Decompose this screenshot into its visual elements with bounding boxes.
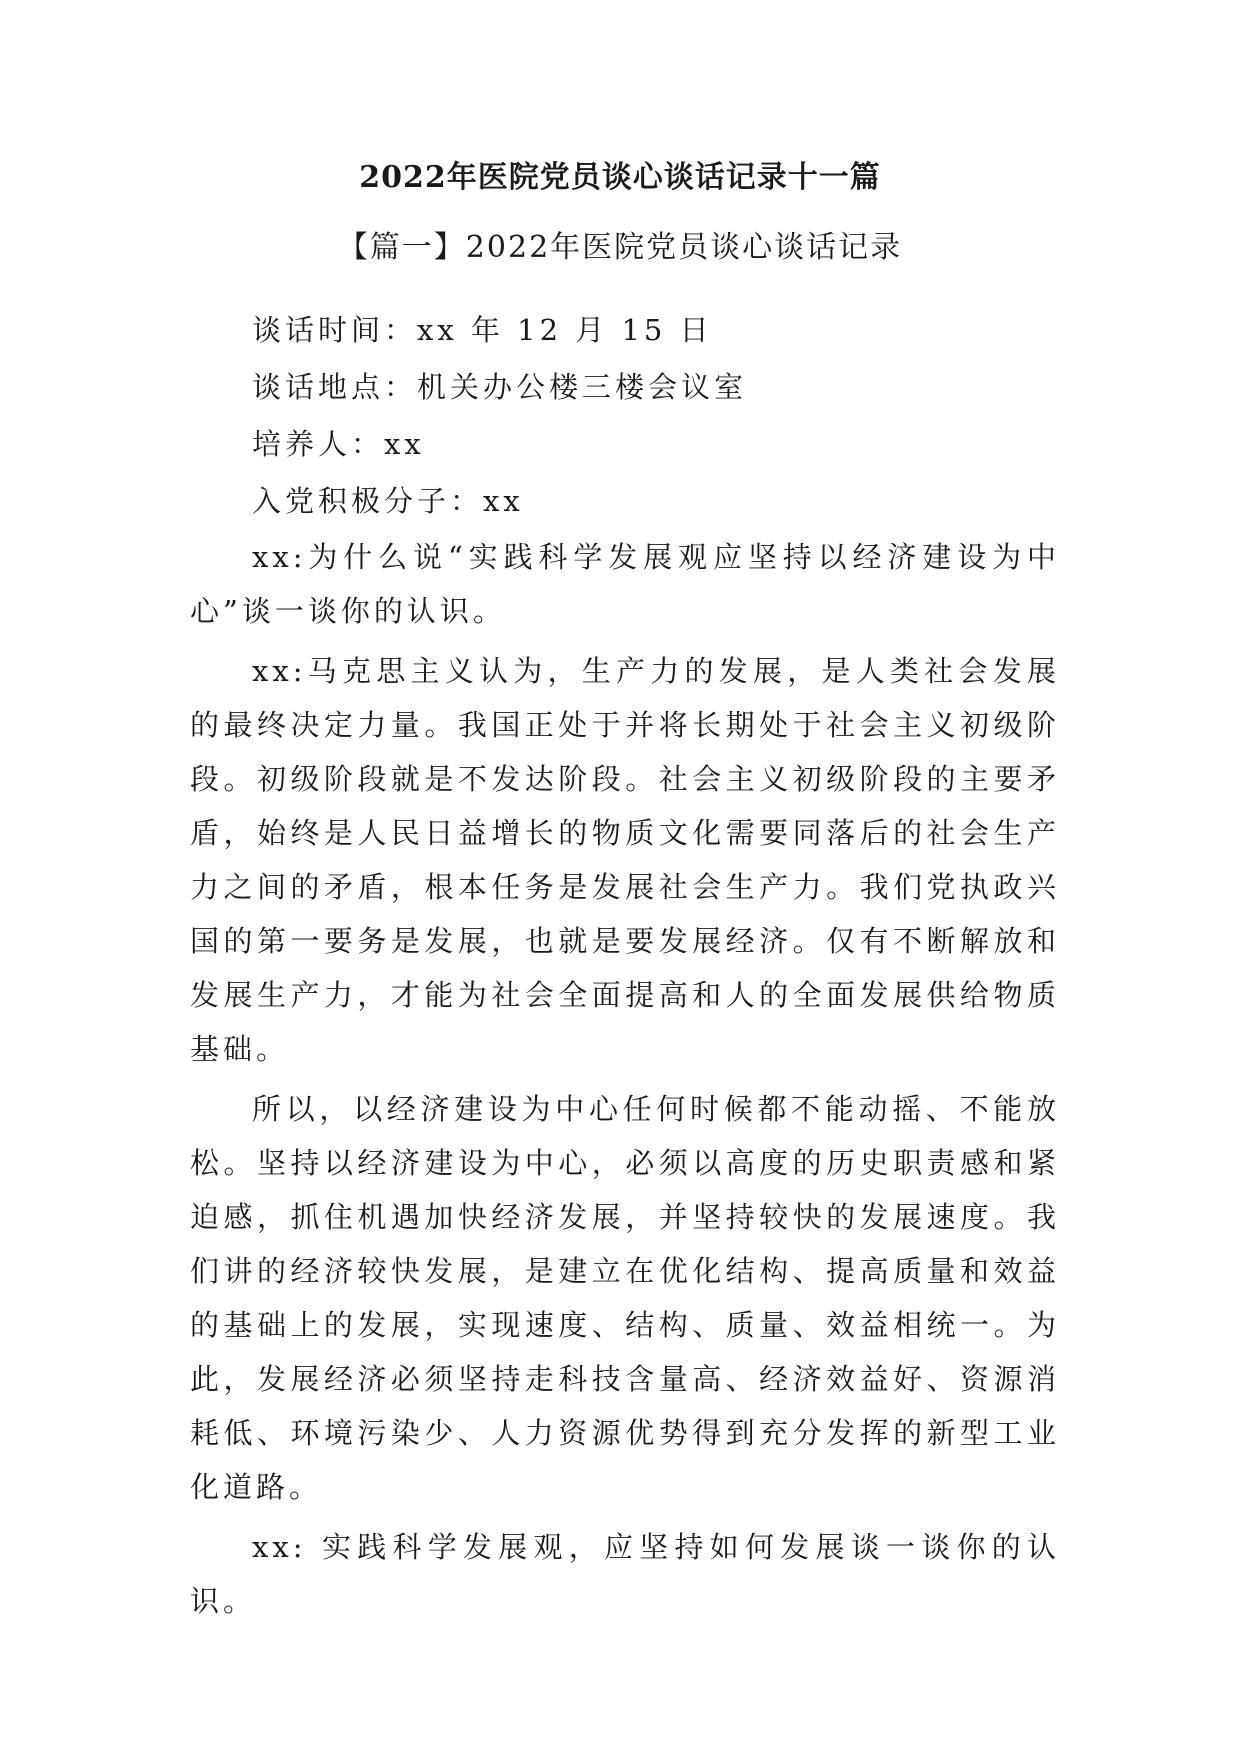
meta-time: 谈话时间：xx 年 12 月 15 日: [252, 313, 713, 347]
document-body: [190, 302, 1060, 1628]
meta-trainer: 培养人：xx: [252, 427, 425, 461]
paragraph-question-2: xx: 实践科学发展观，应坚持如何发展谈一谈你的认识。: [190, 1530, 1060, 1618]
paragraph-question-1: xx:为什么说“实践科学发展观应坚持以经济建设为中心”谈一谈你的认识。: [190, 540, 1060, 628]
section-title: 【篇一】2022年医院党员谈心谈话记录: [337, 230, 903, 265]
document-title: 2022年医院党员谈心谈话记录十一篇: [359, 160, 881, 195]
paragraph-answer-1: xx:马克思主义认为，生产力的发展，是人类社会发展的最终决定力量。我国正处于并将长期处于社会主义初级阶段。初级阶段就是不发达阶段。社会主义初级阶段的主要矛盾，始终是人民日益增长的物质文化需要同落后的社会生产力之间的矛盾，根本任务是发展社会生产力。我们党执政兴国的第一要务是发展，也就是要发展经济。仅有不断解放和发展生产力，才能为社会全面提高和人的全面发展供给物质基础。: [190, 654, 1060, 1066]
meta-place: 谈话地点：机关办公楼三楼会议室: [252, 370, 748, 404]
meta-activist: 入党积极分子：xx: [252, 484, 524, 518]
paragraph-answer-1-cont: 所以，以经济建设为中心任何时候都不能动摇、不能放松。坚持以经济建设为中心，必须以高度的历史职责感和紧迫感，抓住机遇加快经济发展，并坚持较快的发展速度。我们讲的经济较快发展，是建立在优化结构、提高质量和效益的基础上的发展，实现速度、结构、质量、效益相统一。为此，发展经济必须坚持走科技含量高、经济效益好、资源消耗低、环境污染少、人力资源优势得到充分发挥的新型工业化道路。: [190, 1092, 1060, 1504]
